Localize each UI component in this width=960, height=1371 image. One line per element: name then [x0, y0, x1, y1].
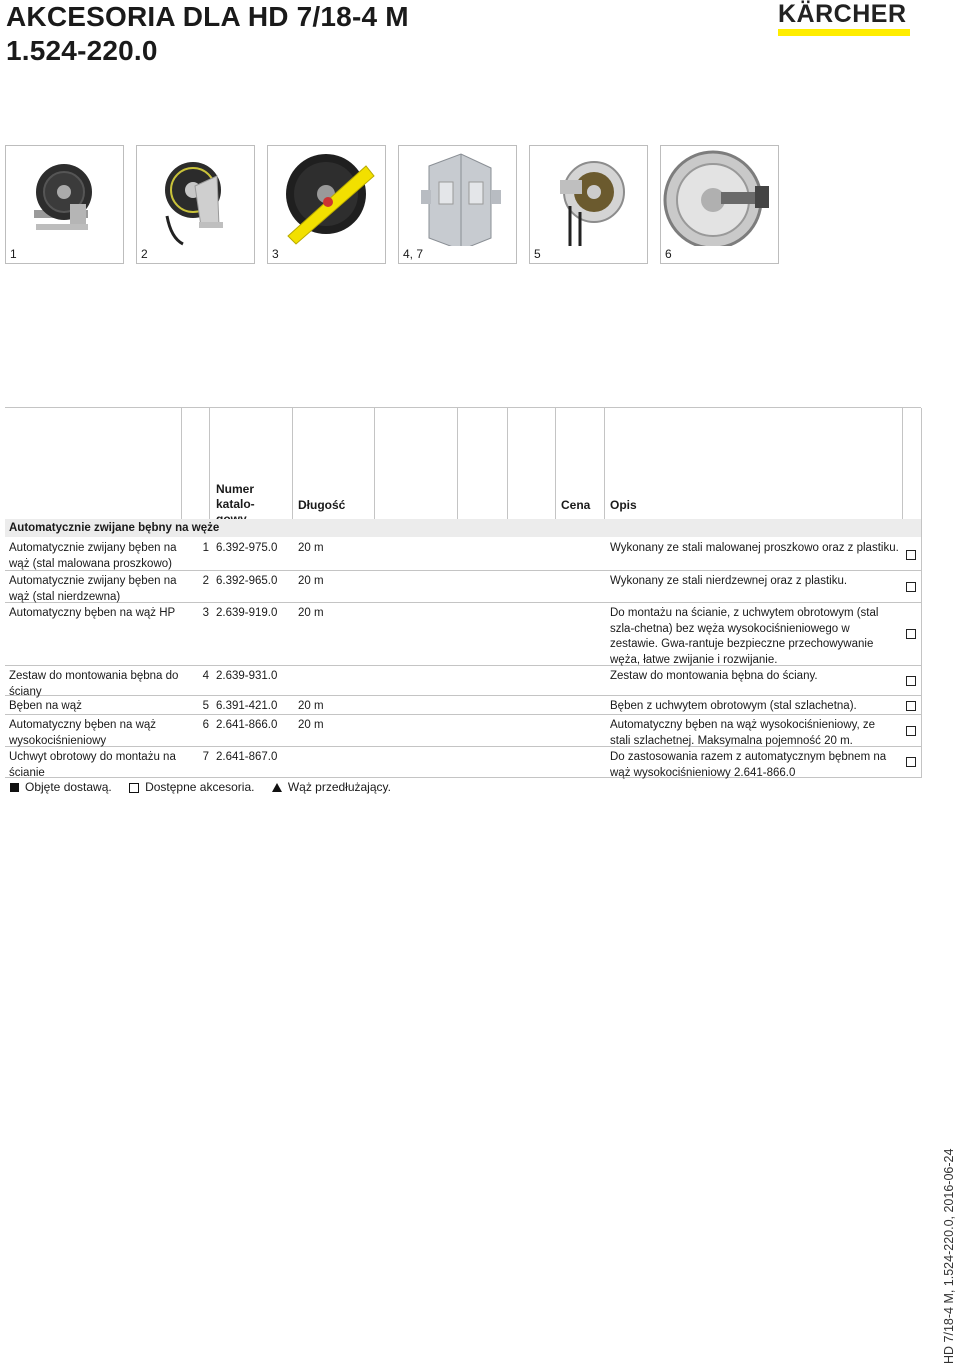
row-number: 5 — [202, 700, 209, 712]
header-price: Cena — [561, 498, 591, 512]
row-number: 1 — [202, 542, 209, 554]
row-code: 6.391-421.0 — [216, 700, 278, 712]
wall-mount-icon — [399, 146, 516, 246]
table-row — [5, 538, 921, 571]
available-checkbox-icon — [906, 676, 916, 686]
hose-reel-icon — [661, 146, 778, 246]
row-name: Automatycznie zwijany bęben na wąż (stal malowana proszkowo) — [9, 542, 177, 570]
title-line-1: AKCESORIA DLA HD 7/18-4 M — [6, 1, 409, 32]
table-row — [5, 696, 921, 715]
row-description: Do montażu na ścianie, z uchwytem obrotowym (stal szla-chetna) bez węża wysokociśnieniowego w zestawie. Gwa-rantuje bezpieczne przechowywanie węża, łatwe zwijanie i rozwijanie. — [610, 607, 879, 666]
row-number: 3 — [202, 607, 209, 619]
legend — [10, 780, 391, 795]
available-checkbox-icon — [906, 550, 916, 560]
row-code: 2.641-867.0 — [216, 751, 278, 763]
row-length: 20 m — [298, 575, 324, 587]
legend-included: Objęte dostawą. — [25, 780, 112, 794]
grid-line — [555, 408, 556, 520]
hose-reel-icon — [6, 146, 123, 246]
row-length: 20 m — [298, 700, 324, 712]
thumbnail-label: 4, 7 — [403, 247, 424, 261]
title-line-2: 1.524-220.0 — [6, 35, 158, 66]
thumbnail-5[interactable] — [529, 145, 648, 264]
table-top-border — [5, 407, 921, 408]
available-checkbox-icon — [906, 629, 916, 639]
thumbnail-4-7[interactable] — [398, 145, 517, 264]
grid-line — [374, 408, 375, 520]
row-description: Automatyczny bęben na wąż wysokociśnieniowy, ze stali szlachetnej. Maksymalna pojemność 20 m. — [610, 719, 876, 747]
row-code: 2.641-866.0 — [216, 719, 278, 731]
row-description: Wykonany ze stali nierdzewnej oraz z plastiku. — [610, 575, 848, 587]
grid-line — [604, 408, 605, 520]
row-description: Wykonany ze stali malowanej proszkowo oraz z plastiku. — [610, 542, 899, 554]
empty-square-icon — [129, 783, 139, 793]
triangle-icon — [272, 783, 282, 792]
table-row — [5, 603, 921, 666]
section-header: Automatycznie zwijane bębny na węże — [5, 519, 921, 537]
row-length: 20 m — [298, 607, 324, 619]
thumbnail-label: 1 — [10, 247, 17, 261]
page-title — [6, 0, 409, 68]
thumbnail-1[interactable] — [5, 145, 124, 264]
row-number: 6 — [202, 719, 209, 731]
legend-extension: Wąż przedłużający. — [287, 780, 391, 794]
grid-line — [181, 408, 182, 520]
header-catalog-number: Numer katalo- — [216, 482, 255, 511]
grid-line — [457, 408, 458, 520]
available-checkbox-icon — [906, 701, 916, 711]
grid-line — [507, 408, 508, 520]
side-footer-text: HD 7/18-4 M, 1.524-220.0, 2016-06-24 — [942, 1148, 956, 1364]
legend-available: Dostępne akcesoria. — [145, 780, 255, 794]
row-number: 4 — [202, 670, 209, 682]
row-description: Do zastosowania razem z automatycznym bębnem na wąż wysokociśnieniowy 2.641-866.0 — [610, 751, 887, 779]
table-row — [5, 747, 921, 778]
row-name: Automatycznie zwijany bęben na wąż (stal nierdzewna) — [9, 575, 177, 603]
row-number: 2 — [202, 575, 209, 587]
thumbnail-3[interactable] — [267, 145, 386, 264]
row-name: Bęben na wąż — [9, 700, 82, 712]
hose-reel-icon — [530, 146, 647, 246]
row-length: 20 m — [298, 542, 324, 554]
row-code: 2.639-931.0 — [216, 670, 278, 682]
table-row — [5, 571, 921, 603]
logo-yellow-bar — [778, 29, 910, 36]
available-checkbox-icon — [906, 757, 916, 767]
table-row — [5, 715, 921, 747]
row-name: Automatyczny bęben na wąż HP — [9, 607, 176, 619]
grid-line — [209, 408, 210, 520]
grid-line — [921, 408, 922, 778]
row-code: 6.392-965.0 — [216, 575, 278, 587]
thumbnail-label: 2 — [141, 247, 148, 261]
row-code: 2.639-919.0 — [216, 607, 278, 619]
row-code: 6.392-975.0 — [216, 542, 278, 554]
row-description: Zestaw do montowania bębna do ściany. — [610, 670, 818, 682]
thumbnail-label: 3 — [272, 247, 279, 261]
header-length: Długość — [298, 498, 346, 512]
row-name: Uchwyt obrotowy do montażu na ścianie — [9, 751, 176, 779]
grid-line — [902, 408, 903, 520]
row-description: Bęben z uchwytem obrotowym (stal szlachetna). — [610, 700, 857, 712]
hose-reel-icon — [268, 146, 385, 246]
thumbnail-label: 6 — [665, 247, 672, 261]
thumbnail-2[interactable] — [136, 145, 255, 264]
available-checkbox-icon — [906, 582, 916, 592]
row-name: Automatyczny bęben na wąż wysokociśnieniowy — [9, 719, 157, 747]
row-number: 7 — [202, 751, 209, 763]
filled-square-icon — [10, 783, 19, 792]
hose-reel-icon — [137, 146, 254, 246]
brand-logo — [778, 2, 912, 36]
logo-text: KÄRCHER — [778, 0, 907, 28]
row-length: 20 m — [298, 719, 324, 731]
thumbnail-6[interactable] — [660, 145, 779, 264]
table-row — [5, 666, 921, 696]
row-name: Zestaw do montowania bębna do ściany — [9, 670, 179, 698]
thumbnail-label: 5 — [534, 247, 541, 261]
available-checkbox-icon — [906, 726, 916, 736]
header-description: Opis — [610, 498, 637, 512]
